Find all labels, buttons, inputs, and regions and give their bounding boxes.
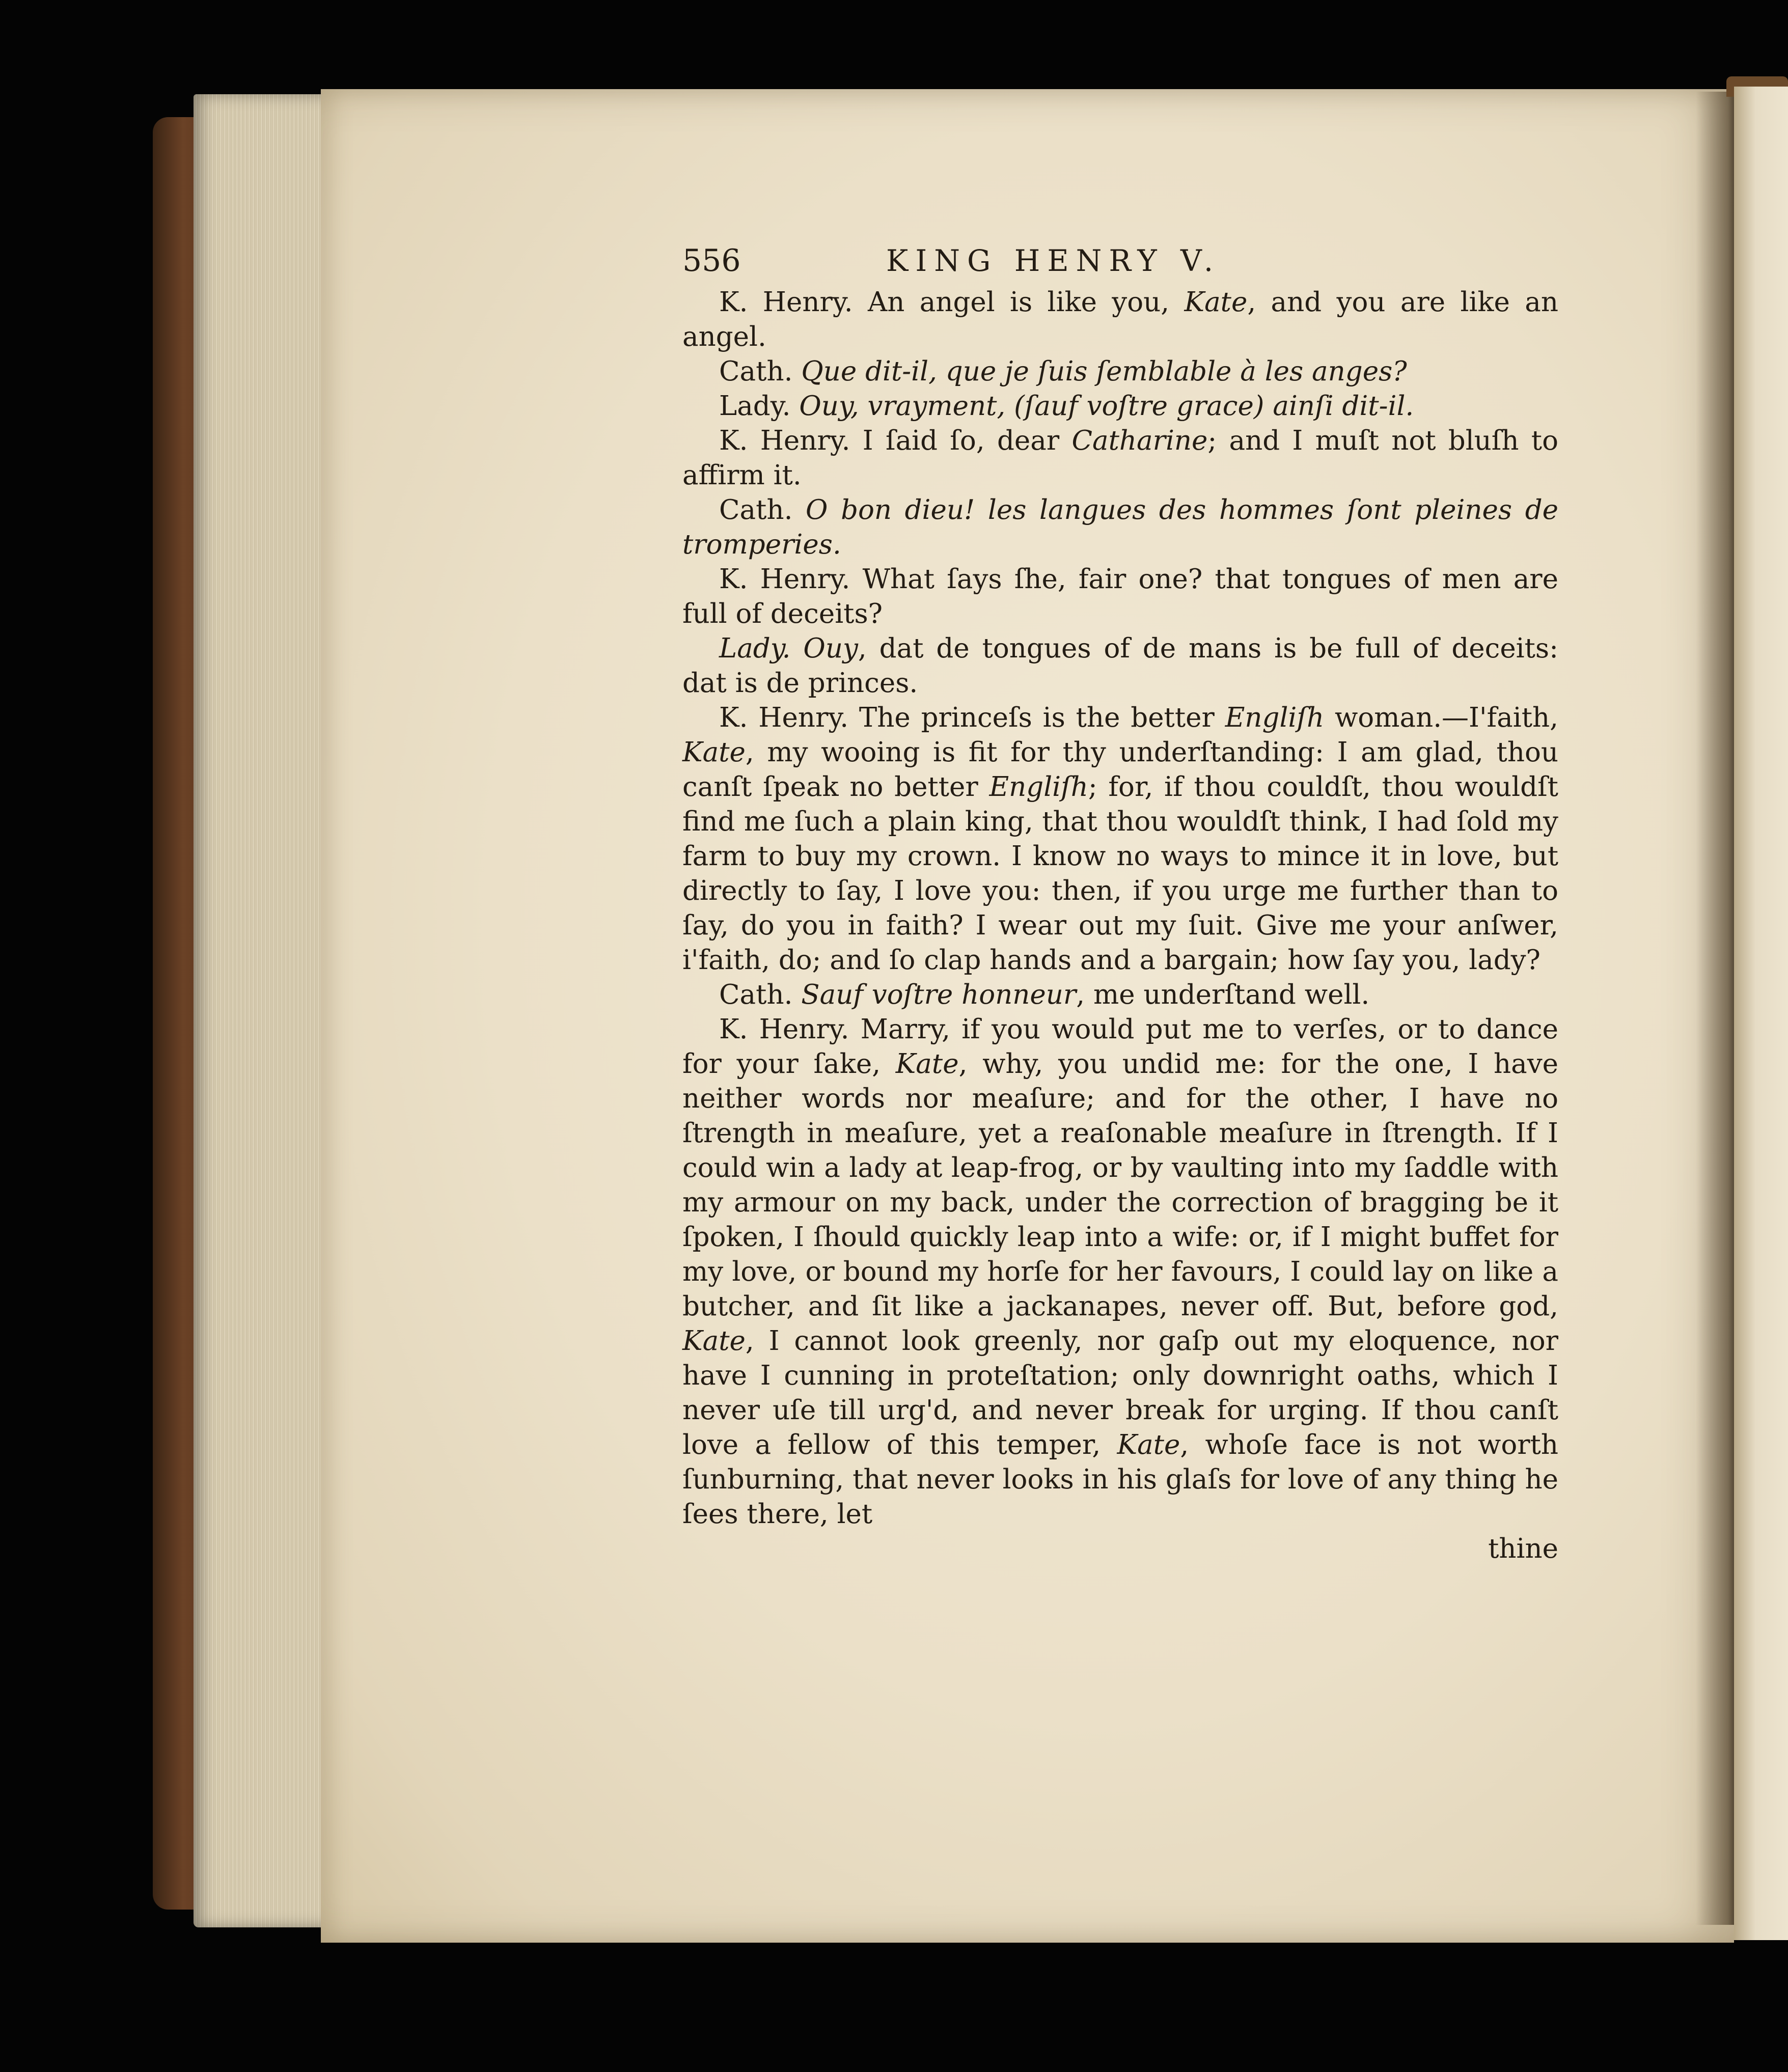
dialogue-paragraph	[682, 389, 1558, 424]
italic-text: O bon dieu! les langues des hommes ſont pleines de tromperies.	[682, 494, 1558, 560]
speech-text	[790, 391, 799, 422]
speaker-name: K. Henry.	[719, 287, 853, 318]
speech-text: , why, you undid me: for the one, I have neither words nor meaſure; and for the other, I have no ſtrength in meaſure, yet a reaſonable meaſure in ſtrength. If I could win a lady at leap-frog, or by vaulting into my ſaddle with my armour on my back, under the correction of bragging be it ſpoken, I ſhould quickly leap into a wife: or, if I might buffet for my love, or bound my horſe for her favours, I could lay on like a butcher, and ſit like a jackanapes, never off. But, before god,	[682, 1048, 1558, 1322]
italic-text: Ouy, vrayment, (ſauf voſtre grace) ainſi dit-il.	[799, 391, 1414, 422]
speech-text	[792, 979, 801, 1010]
speaker-name: Lady.	[719, 633, 791, 664]
dialogue-paragraph	[682, 493, 1558, 562]
dialogue-paragraph	[682, 978, 1558, 1012]
page-edges	[194, 94, 331, 1927]
speech-text	[792, 494, 806, 526]
speech-text: What ſays ſhe, fair one? that tongues of men are full of deceits?	[682, 564, 1558, 629]
italic-text: Kate	[682, 1325, 746, 1357]
dialogue-paragraph	[682, 424, 1558, 493]
speech-text: Marry, if you would put me to verſes, or to dance for your ſake,	[682, 1014, 1558, 1080]
speaker-name: K. Henry.	[719, 1014, 849, 1045]
speech-text: ; for, if thou couldſt, thou wouldſt find me ſuch a plain king, that thou wouldſt think, I had ſold my farm to buy my crown. I know no ways to mince it in love, but directly to ſay, I love you: then, if you urge me further than to ſay, do you in faith? I wear out my ſuit. Give me your anſwer, i'faith, do; and ſo clap hands and a bargain; how ſay you, lady?	[682, 771, 1558, 976]
italic-text: Ouy	[803, 633, 858, 664]
italic-text: Kate	[682, 737, 746, 768]
dialogue-paragraph	[682, 631, 1558, 701]
dialogue-paragraph	[682, 701, 1558, 978]
speaker-name: Cath.	[719, 979, 793, 1010]
speech-text: , my wooing is fit for thy underſtanding: I am glad, thou canſt ſpeak no better	[682, 737, 1558, 803]
speaker-name: K. Henry.	[719, 702, 849, 733]
speech-text: woman.—I'faith,	[1324, 702, 1559, 733]
dialogue-paragraph	[682, 285, 1558, 354]
speaker-name: Lady.	[719, 391, 791, 422]
speech-text: , me underſtand well.	[1076, 979, 1370, 1010]
speech-text	[792, 356, 801, 387]
catchword: thine	[1488, 1533, 1558, 1564]
dialogue-paragraph	[682, 562, 1558, 631]
italic-text: Engliſh	[989, 771, 1088, 803]
italic-text: Sauf voſtre honneur	[801, 979, 1077, 1010]
speaker-name: K. Henry.	[719, 425, 850, 456]
running-title: KING HENRY V.	[886, 243, 1221, 278]
speech-text: An angel is like you,	[852, 287, 1185, 318]
dialogue-paragraph	[682, 1012, 1558, 1532]
speech-text: ; and I muſt not bluſh to affirm it.	[682, 425, 1559, 491]
speech-text: , dat de tongues of de mans is be full of deceits: dat is de princes.	[682, 633, 1558, 699]
facing-page-edge	[1734, 87, 1788, 1940]
body-text	[682, 285, 1558, 1532]
italic-text: Catharine	[1071, 425, 1208, 456]
italic-text: Kate	[1184, 287, 1248, 318]
text-block	[682, 239, 1558, 1566]
speech-text: I ſaid ſo, dear	[850, 425, 1072, 456]
speaker-name: Cath.	[719, 494, 793, 526]
speech-text: , whoſe face is not worth ſunburning, that never looks in his glaſs for love of any thing he ſees there, let	[682, 1429, 1558, 1530]
speaker-name: Cath.	[719, 356, 793, 387]
speaker-name: K. Henry.	[719, 564, 850, 595]
page-number: 556	[682, 243, 741, 279]
italic-text: Engliſh	[1225, 702, 1325, 733]
speech-text: , and you are like an angel.	[682, 287, 1558, 352]
italic-text: Que dit-il, que je ſuis ſemblable à les anges?	[801, 356, 1407, 387]
italic-text: Kate	[1117, 1429, 1180, 1460]
italic-text: Kate	[895, 1048, 959, 1080]
dialogue-paragraph	[682, 354, 1558, 389]
speech-text: The princeſs is the better	[848, 702, 1225, 733]
speech-text	[790, 633, 803, 664]
speech-text: , I cannot look greenly, nor gaſp out my eloquence, nor have I cunning in proteſtation; only downright oaths, which I never uſe till urg'd, and never break for urging. If thou canſt love a fellow of this temper,	[682, 1325, 1558, 1460]
running-head	[682, 239, 1558, 285]
